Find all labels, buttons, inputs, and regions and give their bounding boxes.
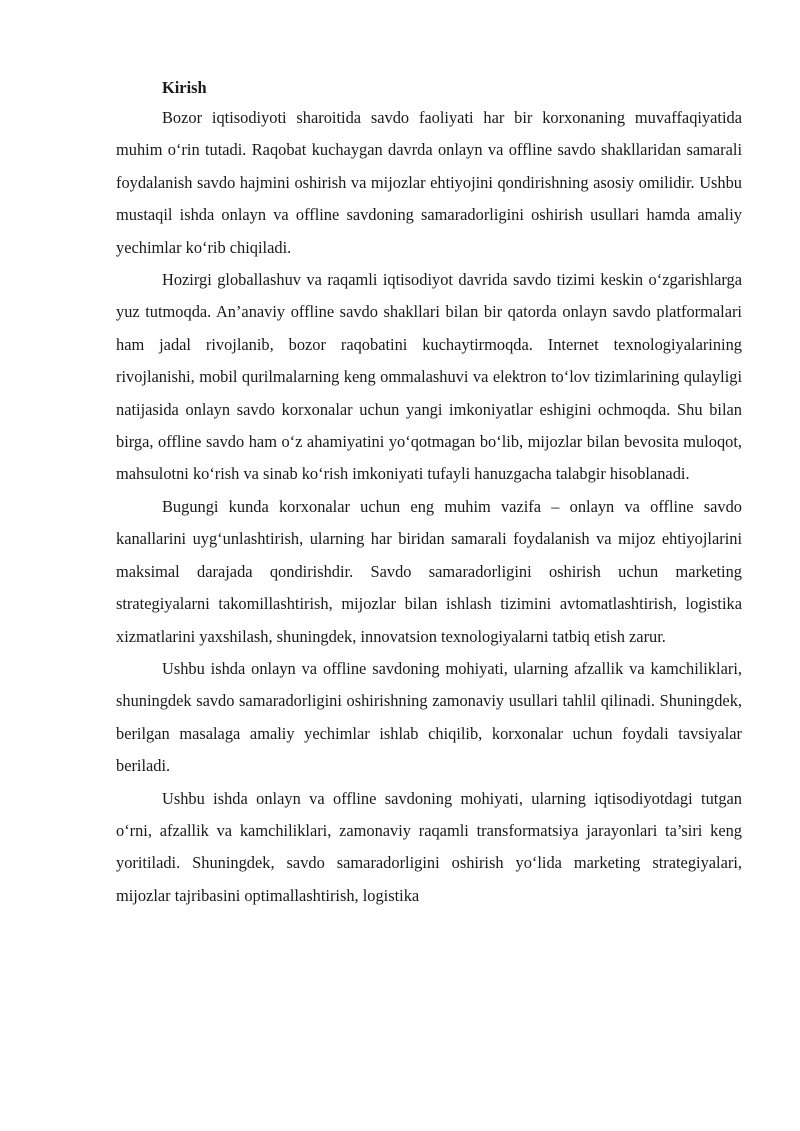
paragraph-2: Hozirgi globallashuv va raqamli iqtisodiyot davrida savdo tizimi keskin o‘zgarishlarga yuz tutmoqda. An’anaviy offline savdo shakllari bilan bir qatorda onlayn savdo platformalari ham jadal rivojlanib, bozor raqobatini kuchaytirmoqda. Internet texnologiyalarining rivojlanishi, mobil qurilmalarning keng ommalashuvi va elektron to‘lov tizimlarining qulayligi natijasida onlayn savdo korxonalar uchun yangi imkoniyatlar eshigini ochmoqda. Shu bilan birga, offline savdo ham o‘z ahamiyatini yo‘qotmagan bo‘lib, mijozlar bilan bevosita muloqot, mahsulotni ko‘rish va sinab ko‘rish imkoniyati tufayli hanuzgacha talabgir hisoblanadi. xyxy=(116,270,742,484)
paragraph-5: Ushbu ishda onlayn va offline savdoning mohiyati, ularning iqtisodiyotdagi tutgan o‘rni, afzallik va kamchiliklari, zamonaviy raqamli transformatsiya jarayonlari ta’siri keng yoritiladi. Shuningdek, savdo samaradorligini oshirish yo‘lida marketing strategiyalari, mijozlar tajribasini optimallashtirish, logistika xyxy=(116,788,742,905)
paragraph-3: Bugungi kunda korxonalar uchun eng muhim vazifa – onlayn va offline savdo kanallarini uyg‘unlashtirish, ularning har biridan samarali foydalanish va mijoz ehtiyojlarini maksimal darajada qondirishdir. Savdo samaradorligini oshirish uchun marketing strategiyalarni takomillashtirish, mijozlar bilan ishlash tizimini avtomatlashtirish, logistika xizmatlarini yaxshilash, shuningdek, innovatsion texnologiyalarni tatbiq etish zarur. xyxy=(116,496,742,646)
section-heading: Kirish xyxy=(162,78,207,97)
paragraph-1: Bozor iqtisodiyoti sharoitida savdo faoliyati har bir korxonaning muvaffaqiyatida muhim o‘rin tutadi. Raqobat kuchaygan davrda onlayn va offline savdo shakllaridan samarali foydalanish savdo hajmini oshirish va mijozlar ehtiyojini qondirishning asosiy omilidir. Ushbu mustaqil ishda onlayn va offline savdoning samaradorligini oshirish usullari hamda amaliy yechimlar ko‘rib chiqiladi. xyxy=(116,108,742,257)
paragraph-4: Ushbu ishda onlayn va offline savdoning mohiyati, ularning afzallik va kamchiliklari, shuningdek savdo samaradorligini oshirishning zamonaviy usullari tahlil qilinadi. Shuningdek, berilgan masalaga amaliy yechimlar ishlab chiqilib, korxonalar uchun foydali tavsiyalar beriladi. xyxy=(116,658,742,776)
